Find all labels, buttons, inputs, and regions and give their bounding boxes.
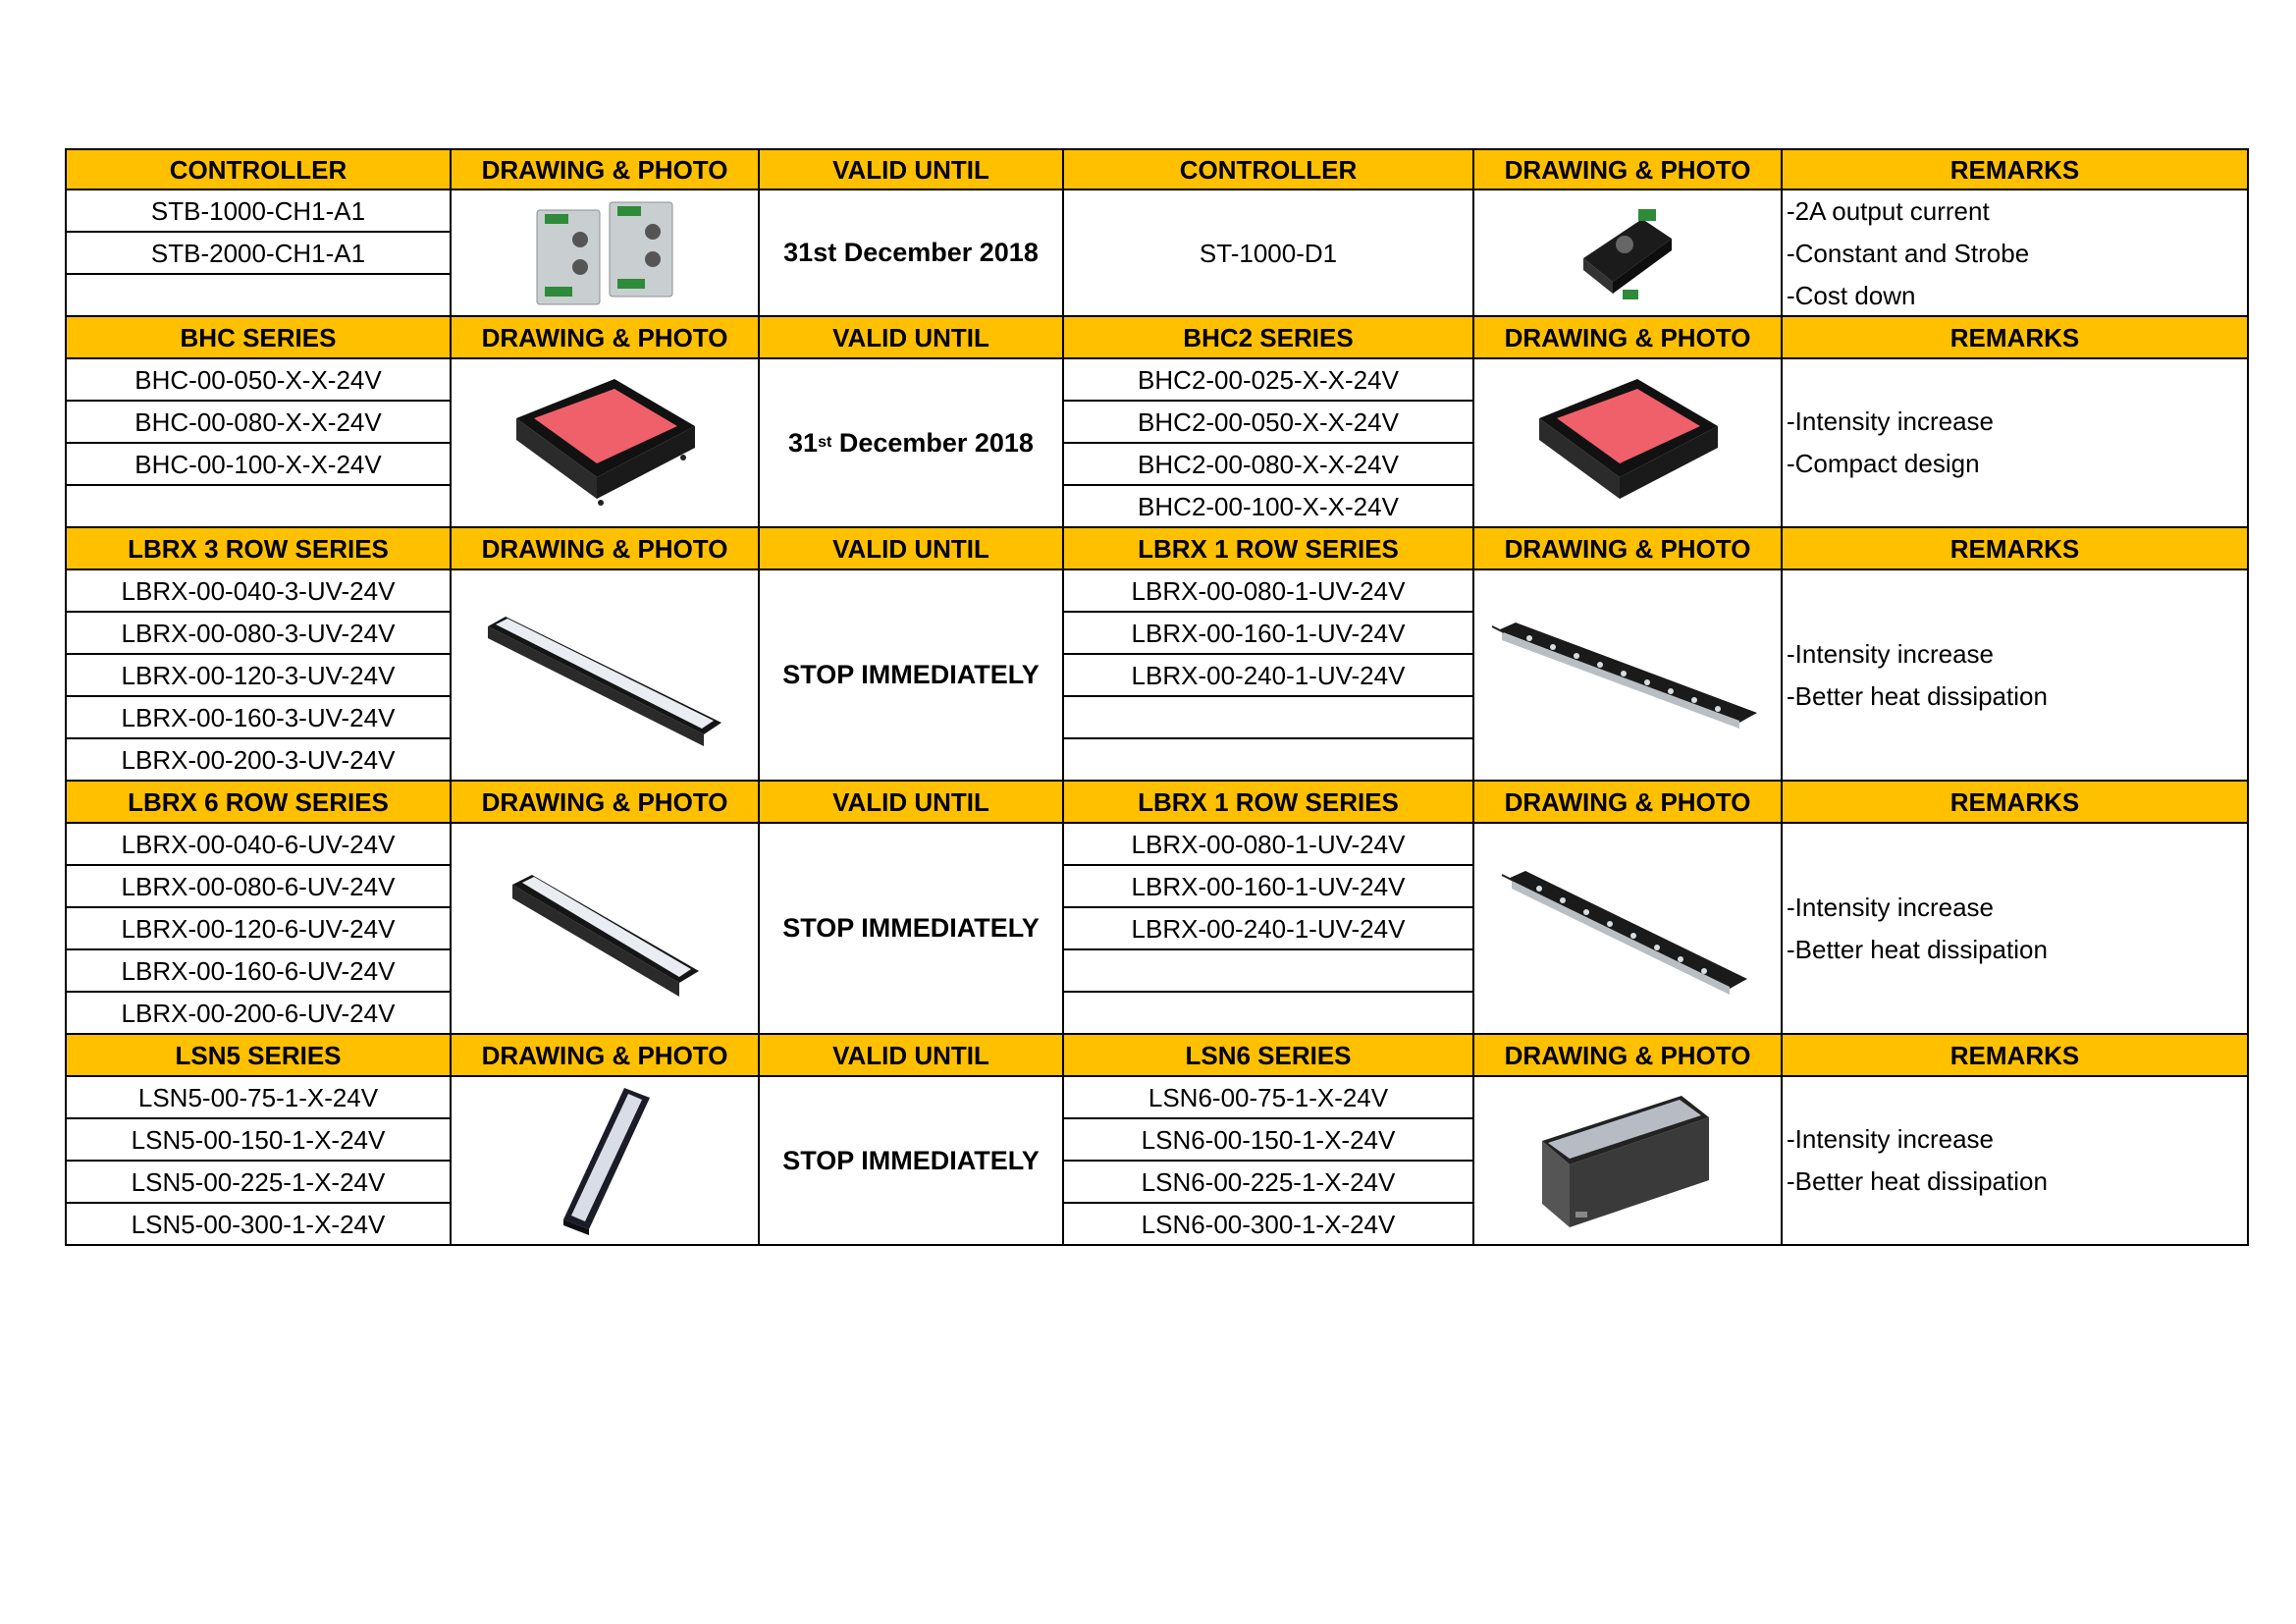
valid-until-ordinal: st [818, 434, 832, 451]
product-cell: BHC2-00-050-X-X-24V [1064, 402, 1474, 444]
header-drawing-photo: DRAWING & PHOTO [452, 1035, 760, 1077]
header-drawing-photo: DRAWING & PHOTO [1474, 782, 1783, 824]
product-cell: LBRX-00-200-6-UV-24V [65, 993, 452, 1035]
remark-line: -Compact design [1787, 449, 1980, 478]
dual-controller-photo [452, 190, 760, 317]
remark-line: -Cost down [1787, 281, 1916, 310]
product-cell: LBRX-00-080-1-UV-24V [1064, 570, 1474, 613]
product-cell [1064, 739, 1474, 782]
product-cell: LBRX-00-080-1-UV-24V [1064, 824, 1474, 866]
header-drawing-photo: DRAWING & PHOTO [452, 782, 760, 824]
product-cell: LBRX-00-040-6-UV-24V [65, 824, 452, 866]
product-cell: LSN5-00-150-1-X-24V [65, 1119, 452, 1162]
header-series-right: LBRX 1 ROW SERIES [1064, 782, 1474, 824]
header-series-right: LSN6 SERIES [1064, 1035, 1474, 1077]
header-series-left: BHC SERIES [65, 317, 452, 359]
header-series-right: BHC2 SERIES [1064, 317, 1474, 359]
product-cell: LBRX-00-080-6-UV-24V [65, 866, 452, 908]
header-drawing-photo: DRAWING & PHOTO [452, 317, 760, 359]
remark-line: -Better heat dissipation [1787, 1166, 2048, 1196]
valid-until-date [760, 359, 1064, 528]
remarks-cell [1783, 190, 2249, 317]
header-drawing-photo: DRAWING & PHOTO [1474, 528, 1783, 570]
header-drawing-photo: DRAWING & PHOTO [1474, 317, 1783, 359]
header-drawing-photo: DRAWING & PHOTO [452, 528, 760, 570]
product-cell: LSN6-00-75-1-X-24V [1064, 1077, 1474, 1119]
remark-line: -Better heat dissipation [1787, 680, 2048, 711]
header-remarks: REMARKS [1783, 317, 2249, 359]
header-drawing-photo: DRAWING & PHOTO [452, 148, 760, 190]
header-valid-until: VALID UNTIL [760, 528, 1064, 570]
led-bar-photo [1474, 570, 1783, 782]
product-cell: BHC-00-100-X-X-24V [65, 444, 452, 486]
header-series-left: LBRX 6 ROW SERIES [65, 782, 452, 824]
remark-line: -Intensity increase [1787, 892, 1994, 922]
product-cell: BHC-00-050-X-X-24V [65, 359, 452, 402]
valid-until-status: STOP IMMEDIATELY [760, 824, 1064, 1035]
remark-line: -Intensity increase [1787, 1124, 1994, 1154]
product-cell: STB-2000-CH1-A1 [65, 233, 452, 275]
product-cell: ST-1000-D1 [1064, 190, 1474, 317]
product-cell: LBRX-00-240-1-UV-24V [1064, 655, 1474, 697]
bar-light-photo [452, 824, 760, 1035]
header-valid-until: VALID UNTIL [760, 148, 1064, 190]
product-cell: LSN6-00-150-1-X-24V [1064, 1119, 1474, 1162]
product-cell: LSN6-00-225-1-X-24V [1064, 1162, 1474, 1204]
header-remarks: REMARKS [1783, 528, 2249, 570]
bar-light-photo [452, 570, 760, 782]
product-cell: LSN5-00-225-1-X-24V [65, 1162, 452, 1204]
product-cell: BHC2-00-100-X-X-24V [1064, 486, 1474, 528]
remark-line: -Intensity increase [1787, 406, 1994, 436]
header-series-left: LBRX 3 ROW SERIES [65, 528, 452, 570]
remark-line: -2A output current [1787, 196, 1990, 226]
product-cell: LSN5-00-75-1-X-24V [65, 1077, 452, 1119]
product-cell: LBRX-00-160-3-UV-24V [65, 697, 452, 739]
header-controller-left: CONTROLLER [65, 148, 452, 190]
product-cell: BHC2-00-080-X-X-24V [1064, 444, 1474, 486]
product-cell: LSN6-00-300-1-X-24V [1064, 1204, 1474, 1246]
product-table [65, 148, 2249, 1245]
product-cell: LBRX-00-240-1-UV-24V [1064, 908, 1474, 950]
product-cell: STB-1000-CH1-A1 [65, 190, 452, 233]
line-light-photo [452, 1077, 760, 1246]
product-cell-blank [65, 275, 452, 317]
product-cell: BHC2-00-025-X-X-24V [1064, 359, 1474, 402]
header-remarks: REMARKS [1783, 1035, 2249, 1077]
product-cell: LBRX-00-160-1-UV-24V [1064, 613, 1474, 655]
header-series-left: LSN5 SERIES [65, 1035, 452, 1077]
led-bar-photo [1474, 824, 1783, 1035]
header-remarks: REMARKS [1783, 148, 2249, 190]
red-backlight-photo [452, 359, 760, 528]
header-valid-until: VALID UNTIL [760, 1035, 1064, 1077]
valid-until-month-year: December 2018 [831, 427, 1034, 458]
wide-line-light-photo [1474, 1077, 1783, 1246]
product-cell: LBRX-00-200-3-UV-24V [65, 739, 452, 782]
remark-line: -Intensity increase [1787, 638, 1994, 669]
product-cell [65, 486, 452, 528]
valid-until-date: 31st December 2018 [760, 190, 1064, 317]
remarks-cell [1783, 1077, 2249, 1246]
controller-photo [1474, 190, 1783, 317]
product-cell: LSN5-00-300-1-X-24V [65, 1204, 452, 1246]
valid-until-status: STOP IMMEDIATELY [760, 1077, 1064, 1246]
header-drawing-photo: DRAWING & PHOTO [1474, 148, 1783, 190]
product-cell: LBRX-00-160-6-UV-24V [65, 950, 452, 993]
remarks-cell [1783, 570, 2249, 782]
remark-line: -Constant and Strobe [1787, 239, 2030, 268]
product-cell: LBRX-00-040-3-UV-24V [65, 570, 452, 613]
header-remarks: REMARKS [1783, 782, 2249, 824]
header-controller-right: CONTROLLER [1064, 148, 1474, 190]
product-cell: BHC-00-080-X-X-24V [65, 402, 452, 444]
product-cell: LBRX-00-120-3-UV-24V [65, 655, 452, 697]
product-cell [1064, 950, 1474, 993]
header-series-right: LBRX 1 ROW SERIES [1064, 528, 1474, 570]
product-cell [1064, 993, 1474, 1035]
remark-line: -Better heat dissipation [1787, 934, 2048, 964]
remarks-cell [1783, 824, 2249, 1035]
product-cell: LBRX-00-160-1-UV-24V [1064, 866, 1474, 908]
header-valid-until: VALID UNTIL [760, 317, 1064, 359]
remarks-cell [1783, 359, 2249, 528]
header-valid-until: VALID UNTIL [760, 782, 1064, 824]
product-cell: LBRX-00-080-3-UV-24V [65, 613, 452, 655]
product-cell [1064, 697, 1474, 739]
header-drawing-photo: DRAWING & PHOTO [1474, 1035, 1783, 1077]
valid-until-status: STOP IMMEDIATELY [760, 570, 1064, 782]
valid-until-day: 31 [788, 427, 819, 458]
red-backlight-photo [1474, 359, 1783, 528]
product-cell: LBRX-00-120-6-UV-24V [65, 908, 452, 950]
